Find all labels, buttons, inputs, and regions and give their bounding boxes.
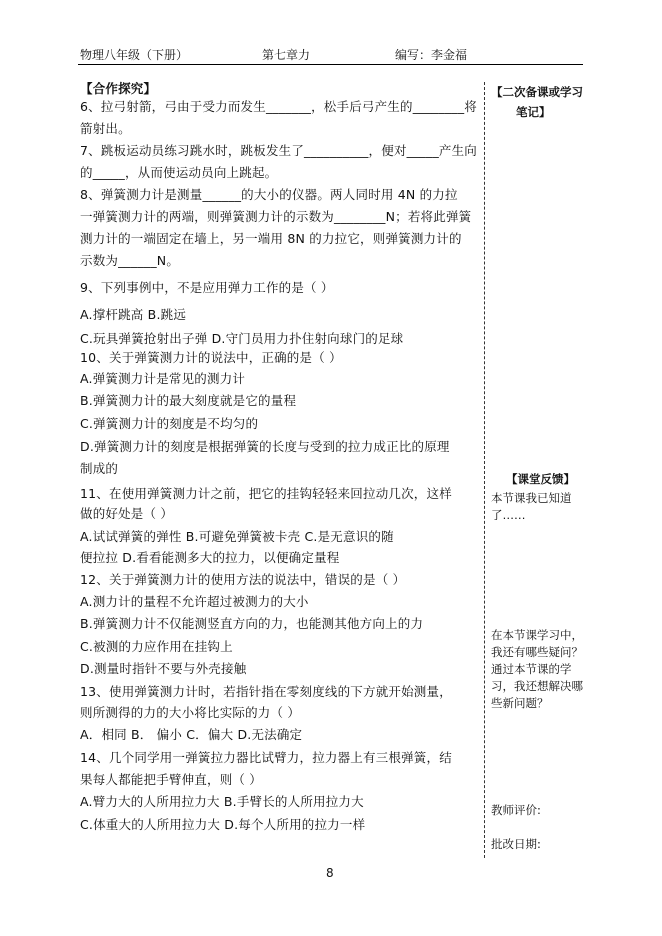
question-line: C.体重大的人所用拉力大 D.每个人所用的拉力一样 — [80, 817, 366, 832]
question-line: 则所测得的力的大小将比实际的力（ ） — [80, 705, 301, 720]
question-line: D.测量时指针不要与外壳接触 — [80, 661, 247, 676]
question-line: C.被测的力应作用在挂钩上 — [80, 639, 233, 654]
question-line: 测力计的一端固定在墙上，另一端用 8N 的力拉它，则弹簧测力计的 — [80, 231, 462, 246]
question-line: 示数为______N。 — [80, 253, 180, 268]
question-line: A.撑杆跳高 B.跳远 — [80, 307, 187, 322]
question-line: 制成的 — [80, 461, 119, 476]
section-title: 【合作探究】 — [80, 81, 157, 96]
question-prompt: 我还有哪些疑问？ — [491, 645, 583, 659]
question-line: 13、使用弹簧测力计时，若指针指在零刻度线的下方就开始测量， — [80, 684, 452, 699]
question-line: B.弹簧测力计的最大刻度就是它的量程 — [80, 393, 297, 408]
header-author: 编写：李金福 — [395, 48, 468, 62]
question-line: 7、跳板运动员练习跳水时，跳板发生了__________，便对_____产生向 — [80, 143, 478, 158]
question-line: A.测力计的量程不允许超过被测力的大小 — [80, 594, 309, 609]
question-line: D.弹簧测力计的刻度是根据弹簧的长度与受到的拉力成正比的原理 — [80, 439, 450, 454]
question-line: 12、关于弹簧测力计的使用方法的说法中，错误的是（ ） — [80, 572, 406, 587]
question-line: 9、下列事例中，不是应用弹力工作的是（ ） — [80, 280, 334, 295]
question-line: C.玩具弹簧抢射出子弹 D.守门员用力扑住射向球门的足球 — [80, 331, 404, 346]
question-line: 14、几个同学用一弹簧拉力器比试臂力，拉力器上有三根弹簧，结 — [80, 750, 452, 765]
teacher-evaluation-label: 教师评价: — [491, 803, 541, 817]
grading-date-label: 批改日期: — [491, 837, 541, 851]
question-line: 6、拉弓射箭，弓由于受力而发生_______，松手后弓产生的________将 — [80, 99, 478, 114]
question-line: 8、弹簧测力计是测量______的大小的仪器。两人同时用 4N 的力拉 — [80, 187, 458, 202]
question-line: B.弹簧测力计不仅能测竖直方向的力，也能测其他方向上的力 — [80, 616, 424, 631]
question-prompt: 在本节课学习中， — [491, 628, 583, 642]
header-subject: 物理八年级（下册） — [80, 48, 189, 62]
question-line: 一弹簧测力计的两端，则弹簧测力计的示数为________N；若将此弹簧 — [80, 209, 472, 224]
question-prompt: 通过本节课的学 — [491, 662, 572, 676]
page-number: 8 — [326, 866, 334, 880]
question-line: A．相同 B． 偏小 C．偏大 D.无法确定 — [80, 727, 303, 742]
notes-title-line1: 【二次备课或学习 — [491, 85, 583, 99]
header-chapter: 第七章力 — [262, 48, 311, 62]
feedback-text: 了…… — [491, 508, 526, 522]
question-line: 的_____，从而使运动员向上跳起。 — [80, 165, 278, 180]
column-divider — [484, 82, 485, 858]
question-prompt: 些新问题？ — [491, 696, 549, 710]
feedback-title: 【课堂反馈】 — [506, 472, 575, 486]
question-line: 做的好处是（ ） — [80, 506, 174, 521]
feedback-text: 本节课我已知道 — [491, 491, 572, 505]
question-line: C.弹簧测力计的刻度是不均匀的 — [80, 416, 259, 431]
notes-title-line2: 笔记】 — [516, 105, 551, 119]
question-line: 便拉拉 D.看看能测多大的拉力，以便确定量程 — [80, 550, 340, 565]
question-line: 11、在使用弹簧测力计之前，把它的挂钩轻轻来回拉动几次，这样 — [80, 486, 452, 501]
question-line: A.弹簧测力计是常见的测力计 — [80, 371, 246, 386]
question-line: A.臂力大的人所用拉力大 B.手臂长的人所用拉力大 — [80, 794, 364, 809]
question-line: A.试试弹簧的弹性 B.可避免弹簧被卡壳 C.是无意识的随 — [80, 529, 394, 544]
question-line: 箭射出。 — [80, 121, 131, 136]
question-prompt: 习，我还想解决哪 — [491, 679, 583, 693]
question-line: 10、关于弹簧测力计的说法中，正确的是（ ） — [80, 350, 342, 365]
question-line: 果每人都能把手臂伸直，则（ ） — [80, 772, 262, 787]
header-rule — [78, 64, 583, 65]
